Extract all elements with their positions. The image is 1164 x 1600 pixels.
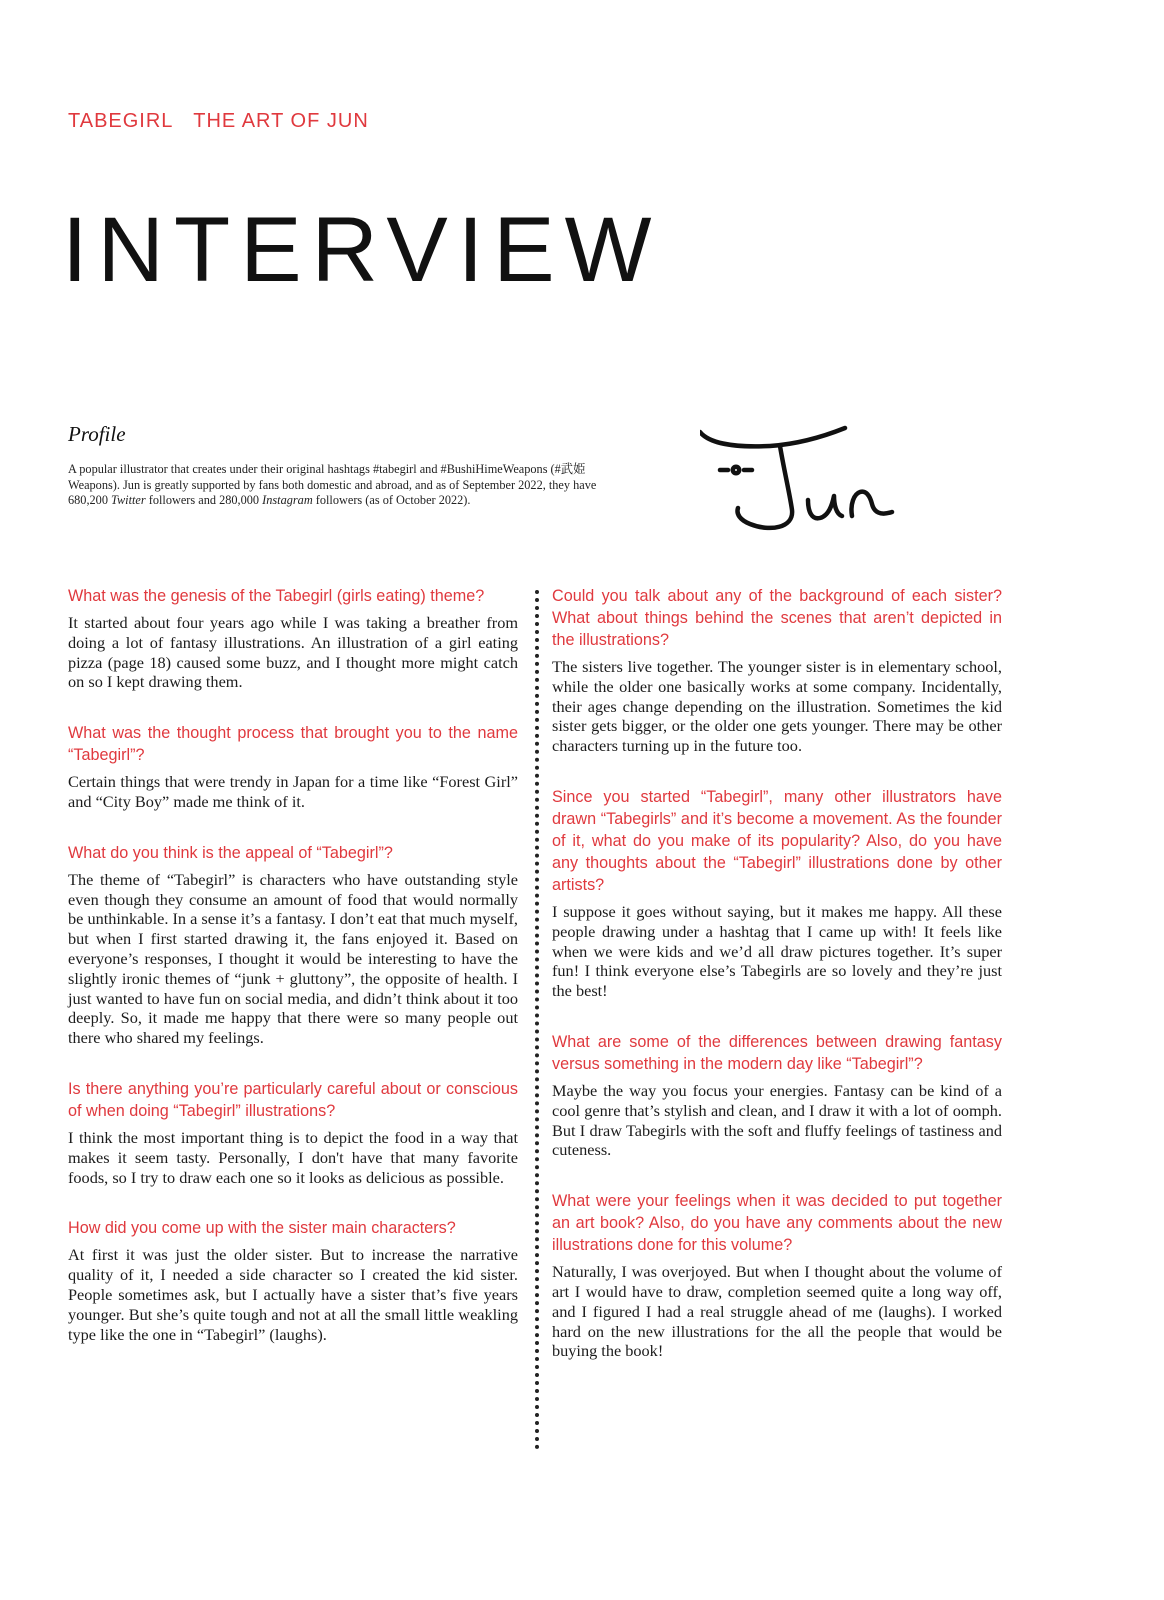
answer: I suppose it goes without saying, but it makes me happy. All these people drawing under a hashtag that I came up with! It feels like when we were kids and we’d all draw pictures together. It’s super fun! I think everyone else’s Tabegirls are so lovely and they’re just the best! — [552, 901, 1002, 1001]
series-name: TABEGIRL — [68, 110, 173, 132]
question: What are some of the differences between drawing fantasy versus something in the modern day like “Tabegirl”? — [552, 1032, 1002, 1073]
qa-item — [552, 1190, 1002, 1361]
question: Since you started “Tabegirl”, many other illustrators have drawn “Tabegirls” and it’s become a movement. As the founder of it, what do you make of its popularity? Also, do you have any thoughts about the “Tabegirl” illustrations done by other artists? — [552, 787, 1002, 894]
profile-text-part-2: followers and 280,000 — [145, 493, 263, 507]
qa-item — [68, 722, 518, 812]
profile-text — [68, 462, 628, 509]
column-divider — [535, 590, 539, 1450]
question: What do you think is the appeal of “Tabegirl”? — [68, 843, 393, 862]
profile-twitter: Twitter — [111, 493, 146, 507]
qa-item — [552, 1031, 1002, 1160]
answer: The sisters live together. The younger sister is in elementary school, while the older one basically works at some company. Incidentally, their ages change depending on the illustration. Sometimes the kid sister gets bigger, or the older one gets younger. There may be other characters turning up in the future too. — [552, 657, 1002, 756]
answer: The theme of “Tabegirl” is characters who have outstanding style even though they consume an amount of food that would normally be unthinkable. In a sense it’s a fantasy. I don’t eat that much myself, but when I first started drawing it, the fans enjoyed it. Based on everyone’s responses, I thought it would be interesting to have the slightly ironic themes of “junk + gluttony”, the opposite of health. I just wanted to have fun on social media, and didn’t think about it too deeply. So, it made me happy that there were so many people out there who shared my feelings. — [68, 869, 518, 1048]
profile-text-part-3: followers (as of October 2022). — [312, 493, 471, 507]
answer: I think the most important thing is to depict the food in a way that makes it seem tasty. Personally, I don't have that many favorite foods, so I try to draw each one so it looks as delicious as possible. — [68, 1127, 518, 1187]
answer: Maybe the way you focus your energies. Fantasy can be kind of a cool genre that’s stylish and clean, and I draw it with a lot of oomph. But I draw Tabegirls with the soft and fluffy feelings of tastiness and cuteness. — [552, 1080, 1002, 1160]
profile-text-part-1: A popular illustrator that creates under their original hashtags #tabegirl and #BushiHimeWeapons (#武姫Weapons). Jun is greatly supported by fans both domestic and abroad, and as of September 2022, they have 680,200 — [68, 462, 597, 507]
qa-item — [68, 1217, 518, 1344]
question: Could you talk about any of the background of each sister? What about things behind the scenes that aren’t depicted in the illustrations? — [552, 587, 1002, 649]
signature-image — [700, 420, 930, 540]
signature-strokes — [700, 428, 892, 528]
qa-item — [552, 585, 1002, 756]
signature-j — [738, 446, 793, 528]
book-subtitle: THE ART OF JUN — [193, 110, 369, 132]
signature-eye-dot — [733, 467, 739, 473]
qa-item — [68, 1078, 518, 1187]
answer: At first it was just the older sister. But to increase the narrative quality of it, I needed a side character so I created the kid sister. People sometimes ask, but I actually have a sister that’s five years younger. But she’s quite tough and not at all the small little weakling type like the one in “Tabegirl” (laughs). — [68, 1245, 518, 1344]
page-title: INTERVIEW — [62, 199, 662, 301]
answer: Naturally, I was overjoyed. But when I thought about the volume of art I would have to draw, completion seemed quite a long way off, and I figured I had a real struggle ahead of me (laughs). I worked hard on the new illustrations for the all the people that would be buying the book! — [552, 1262, 1002, 1361]
question: Is there anything you’re particularly careful about or conscious of when doing “Tabegirl” illustrations? — [68, 1079, 518, 1120]
signature-u — [808, 496, 842, 518]
right-column — [552, 585, 1002, 1391]
answer: Certain things that were trendy in Japan for a time like “Forest Girl” and “City Boy” made me think of it. — [68, 772, 518, 811]
question: What was the thought process that brought you to the name “Tabegirl”? — [68, 724, 518, 765]
qa-item — [552, 786, 1002, 1001]
left-column — [68, 585, 518, 1374]
qa-item — [68, 585, 518, 692]
profile-heading: Profile — [68, 422, 126, 446]
answer: It started about four years ago while I was taking a breather from doing a lot of fantasy illustrations. An illustration of a girl eating pizza (page 18) caused some buzz, and I thought more might catch on so I kept drawing them. — [68, 613, 518, 692]
signature-n — [851, 492, 892, 516]
qa-item — [68, 842, 518, 1048]
signature-top-bar — [700, 428, 845, 446]
page-header — [68, 110, 369, 133]
profile-instagram: Instagram — [262, 493, 313, 507]
question: How did you come up with the sister main characters? — [68, 1219, 456, 1238]
question: What were your feelings when it was decided to put together an art book? Also, do you have any comments about the new illustrations done for this volume? — [552, 1192, 1002, 1255]
question: What was the genesis of the Tabegirl (girls eating) theme? — [68, 587, 485, 605]
